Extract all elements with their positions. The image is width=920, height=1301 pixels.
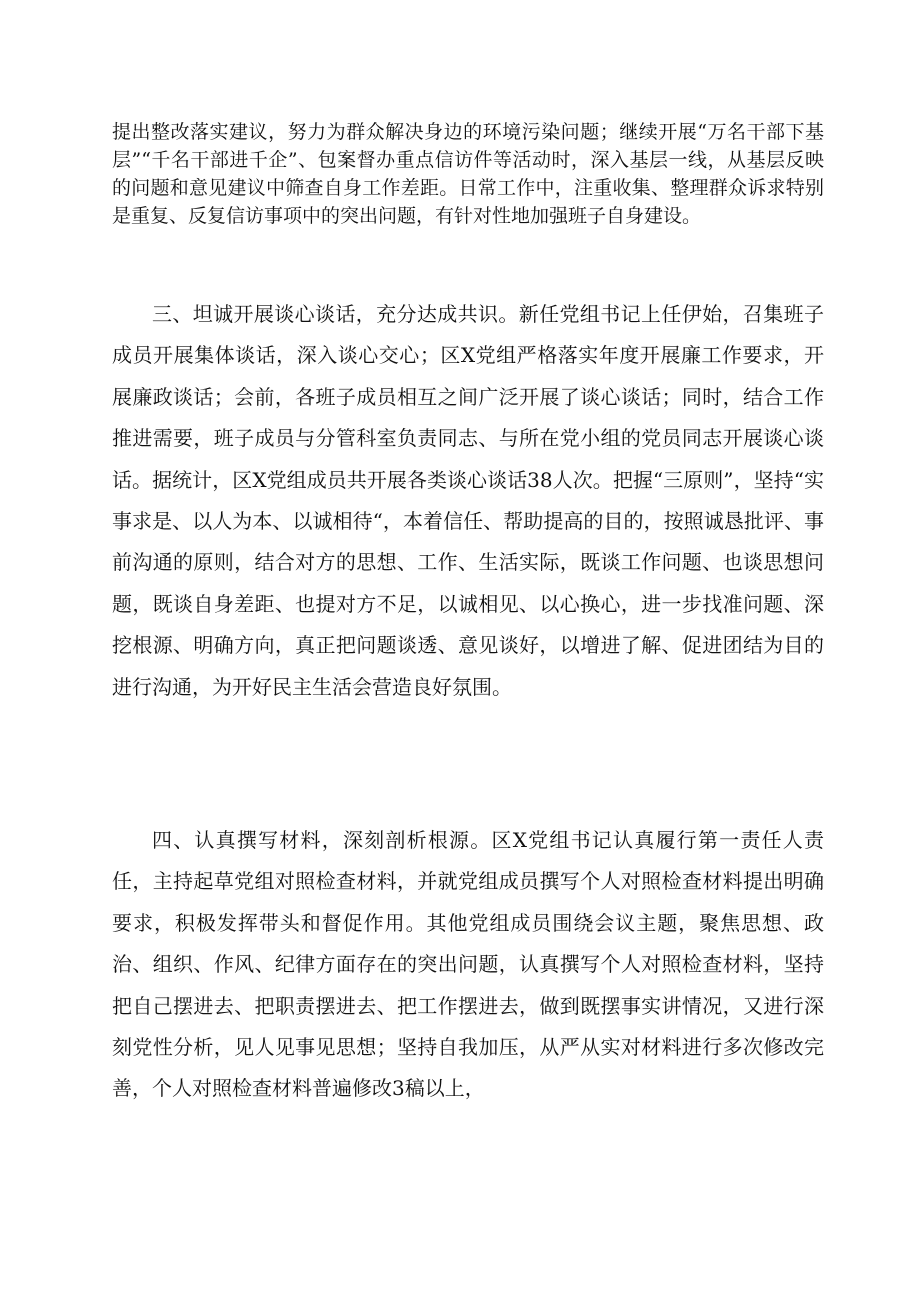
paragraph-rectification: 提出整改落实建议，努力为群众解决身边的环境污染问题；继续开展“万名干部下基层”“千名干部进千企”、包案督办重点信访件等活动时，深入基层一线，从基层反映的问题和意见建议中筛查自身工作差距。日常工作中，注重收集、整理群众诉求特别是重复、反复信访事项中的突出问题，有针对性地加强班子自身建设。	[112, 121, 824, 227]
paragraph-heart-to-heart-talks: 三、坦诚开展谈心谈话，充分达成共识。新任党组书记上任伊始，召集班子成员开展集体谈话，深入谈心交心；区X党组严格落实年度开展廉工作要求，开展廉政谈话；会前，各班子成员相互之间广泛开展了谈心谈话；同时，结合工作推进需要，班子成员与分管科室负责同志、与所在党小组的党员同志开展谈心谈话。据统计，区X党组成员共开展各类谈心谈话38人次。把握“三原则”，坚持“实事求是、以人为本、以诚相待“，本着信任、帮助提高的目的，按照诚恳批评、事前沟通的原则，结合对方的思想、工作、生活实际，既谈工作问题、也谈思想问题，既谈自身差距、也提对方不足，以诚相见、以心换心，进一步找准问题、深挖根源、明确方向，真正把问题谈透、意见谈好，以增进了解、促进团结为目的进行沟通，为开好民主生活会营造良好氛围。	[112, 302, 824, 699]
paragraph-writing-materials: 四、认真撰写材料，深刻剖析根源。区X党组书记认真履行第一责任人责任，主持起草党组对照检查材料，并就党组成员撰写个人对照检查材料提出明确要求，积极发挥带头和督促作用。其他党组成员围绕会议主题，聚焦思想、政治、组织、作风、纪律方面存在的突出问题，认真撰写个人对照检查材料，坚持把自己摆进去、把职责摆进去、把工作摆进去，做到既摆事实讲情况，又进行深刻党性分析，见人见事见思想；坚持自我加压，从严从实对材料进行多次修改完善，个人对照检查材料普遍修改3稿以上，	[112, 828, 824, 1101]
